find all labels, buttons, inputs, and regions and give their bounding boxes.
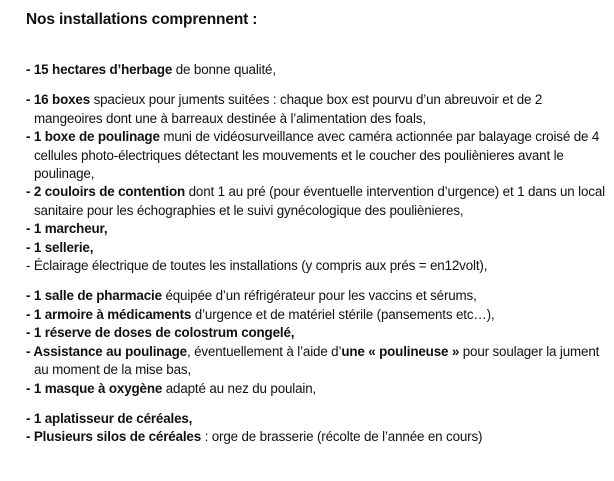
- list-item-sellerie: [26, 239, 610, 257]
- item-text: - Éclairage électrique de toutes les installations (y compris aux prés = en12volt),: [26, 258, 488, 274]
- item-bold: - Plusieurs silos de céréales: [26, 429, 202, 445]
- item-bold: - 1 masque à oxygène: [26, 380, 163, 396]
- item-bold: - 1 sellerie,: [26, 239, 94, 255]
- item-bold: - Assistance au poulinage: [26, 343, 187, 359]
- item-bold: - 16 boxes: [26, 92, 90, 108]
- item-bold: - 2 couloirs de contention: [26, 184, 186, 200]
- list-item-herbage: [26, 61, 610, 79]
- list-item-pharmacie: [26, 287, 610, 305]
- spacer: [26, 79, 610, 91]
- list-item-assistance: [26, 343, 610, 380]
- item-text: équipée d’un réfrigérateur pour les vaccins et sérums,: [161, 288, 477, 304]
- list-item-eclairage: [26, 257, 610, 275]
- item-bold: - 15 hectares d’herbage: [26, 62, 173, 77]
- list-item-boxes: [26, 91, 610, 128]
- spacer: [26, 275, 610, 287]
- list-item-armoire: [26, 306, 610, 324]
- item-text: spacieux pour juments suitées : chaque box est pourvu d’un abreuvoir et de 2 mangeoires dont une à barreaux destinée à l’alimentation des foals,: [34, 92, 543, 126]
- list-item-boxe-poulinage: [26, 128, 610, 183]
- item-bold: - 1 boxe de poulinage: [26, 129, 160, 145]
- installations-list: [26, 61, 610, 447]
- item-bold: - 1 aplatisseur de céréales,: [26, 410, 193, 426]
- item-bold-inline: une « poulineuse »: [341, 343, 460, 359]
- page-title: Nos installations comprennent :: [26, 11, 258, 28]
- spacer: [26, 398, 610, 410]
- item-text: d’urgence et de matériel stérile (pansements etc…),: [191, 306, 495, 322]
- list-item-aplatisseur: [26, 410, 610, 428]
- list-item-colostrum: [26, 324, 610, 342]
- item-text-inline: pour soulager la jument au moment de la mise bas,: [34, 343, 600, 378]
- item-bold: - 1 réserve de doses de colostrum congelé,: [26, 325, 295, 341]
- item-bold: - 1 marcheur,: [26, 221, 108, 237]
- item-text: muni de vidéosurveillance avec caméra actionnée par balayage croisé de 4 cellules photo-électriques détectant les mouvements et le coucher des pouliènieres avant le poulinage,: [34, 129, 600, 182]
- list-item-silos: [26, 428, 610, 446]
- item-text: de bonne qualité,: [172, 62, 276, 77]
- item-text: , éventuellement à l’aide d’: [186, 343, 342, 359]
- item-bold: - 1 salle de pharmacie: [26, 288, 162, 304]
- item-text: dont 1 au pré (pour éventuelle intervention d’urgence) et 1 dans un local sanitaire pour les échographies et le suivi gynécologique des pouliènieres,: [34, 184, 605, 218]
- item-text: : orge de brasserie (récolte de l’année en cours): [201, 429, 483, 445]
- item-text: adapté au nez du poulain,: [162, 380, 317, 396]
- list-item-masque: [26, 380, 610, 398]
- list-item-couloirs: [26, 183, 610, 220]
- item-bold: - 1 armoire à médicaments: [26, 306, 192, 322]
- list-item-marcheur: [26, 220, 610, 238]
